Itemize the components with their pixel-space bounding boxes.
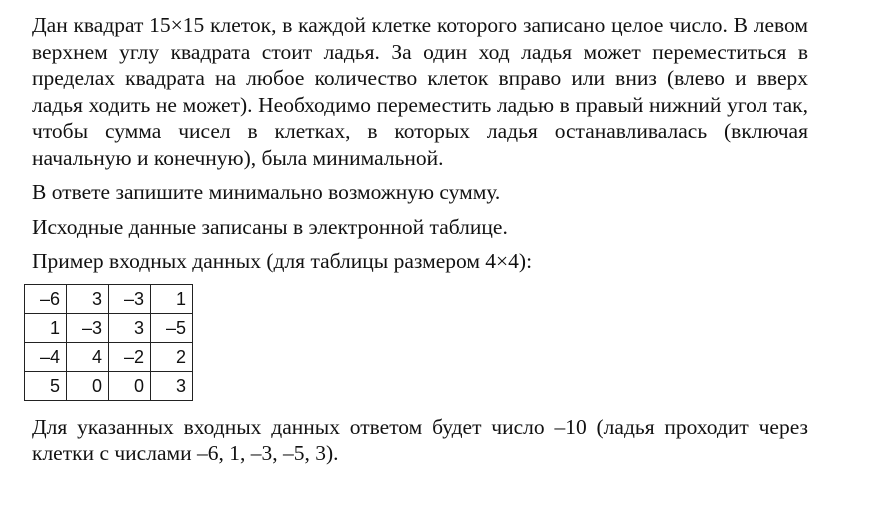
table-cell: 5: [25, 371, 67, 400]
data-source-note: Исходные данные записаны в электронной таблице.: [32, 214, 508, 239]
table-cell: 4: [67, 342, 109, 371]
example-intro: Пример входных данных (для таблицы размером 4×4):: [32, 249, 533, 273]
table-cell: 0: [109, 371, 151, 400]
table-cell: –6: [25, 284, 67, 313]
table-cell: 0: [67, 371, 109, 400]
table-cell: –3: [67, 313, 109, 342]
task-document: [32, 12, 808, 467]
table-cell: 1: [25, 313, 67, 342]
table-cell: –4: [25, 342, 67, 371]
table-cell: 3: [109, 313, 151, 342]
example-answer: Для указанных входных данных ответом будет число –10 (ладья проходит через клетки с числами –6, 1, –3, –5, 3).: [32, 414, 808, 465]
table-cell: –3: [109, 284, 151, 313]
table-row: [25, 313, 193, 342]
table-cell: 3: [67, 284, 109, 313]
table-cell: –2: [109, 342, 151, 371]
sample-input-table: [24, 284, 193, 401]
task-description: Дан квадрат 15×15 клеток, в каждой клетке которого записано целое число. В левом верхнем углу квадрата стоит ладья. За один ход ладья может переместиться в пределах квадрата на любое количество клеток вправо или вниз (влево и вверх ладья ходить не может). Необходимо переместить ладью в правый нижний угол так, чтобы сумма чисел в клетках, в которых ладья останавливалась (включая начальную и конечную), была минимальной.: [32, 13, 808, 170]
table-row: [25, 342, 193, 371]
table-cell: 3: [151, 371, 193, 400]
table-cell: 2: [151, 342, 193, 371]
table-row: [25, 284, 193, 313]
answer-instruction: В ответе запишите минимально возможную сумму.: [32, 180, 501, 204]
table-row: [25, 371, 193, 400]
table-cell: 1: [151, 284, 193, 313]
table-cell: –5: [151, 313, 193, 342]
